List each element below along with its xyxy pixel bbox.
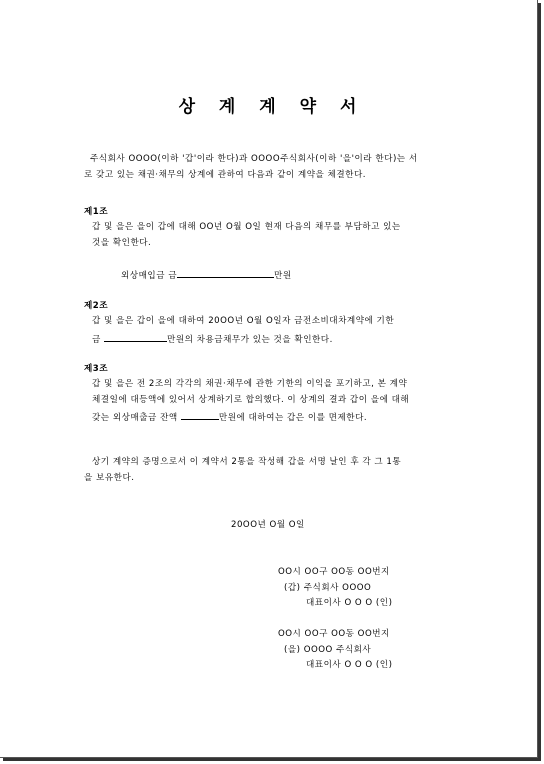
amount-label: 외상매입금 금 xyxy=(121,271,178,281)
party-a-address: OO시 OO구 OO동 OO번지 xyxy=(278,567,390,577)
party-b-representative: 대표이사 O O O (인) xyxy=(306,660,393,670)
article-2-line-2 xyxy=(92,332,333,346)
amount-blank xyxy=(177,268,274,278)
article-2-line-1: 갑 및 을은 갑이 을에 대하여 20OO년 O월 O일자 금전소비대차계약에 기한 xyxy=(92,316,395,326)
intro-line-2: 로 갖고 있는 채권·채무의 상계에 관하여 다음과 같이 계약을 체결한다. xyxy=(84,170,366,180)
article-3-line-1: 갑 및 을은 전 2조의 각각의 채권·채무에 관한 기한의 이익을 포기하고, 본 계약 xyxy=(92,379,408,389)
article-3-prefix: 갖는 외상매출금 잔액 xyxy=(92,413,178,423)
article-1-line-1: 갑 및 을은 을이 갑에 대해 OO년 O월 O일 현재 다음의 채무를 부담하고 있는 xyxy=(92,222,401,232)
intro-line-1: 주식회사 OOOO(이하 '갑'이라 한다)과 OOOO주식회사(이하 '을'이라 한다)는 서 xyxy=(90,154,418,164)
party-a-name: (갑) 주식회사 OOOO xyxy=(284,583,372,593)
closing-line-2: 을 보유한다. xyxy=(84,473,135,483)
article-3-heading: 제3조 xyxy=(84,364,109,374)
article-2-suffix: 만원의 차용금채무가 있는 것을 확인한다. xyxy=(167,335,333,345)
receivable-blank xyxy=(181,410,219,420)
article-1-line-2: 것을 확인한다. xyxy=(92,238,152,248)
closing-line-1: 상기 계약의 증명으로서 이 계약서 2통을 작성해 갑을 서명 날인 후 각 그 1통 xyxy=(92,457,402,467)
article-2-heading: 제2조 xyxy=(84,301,109,311)
article-1-heading: 제1조 xyxy=(84,207,109,217)
amount-unit: 만원 xyxy=(274,271,292,281)
article-3-suffix: 만원에 대하여는 갑은 이를 면제한다. xyxy=(218,413,368,423)
party-b-address: OO시 OO구 OO동 OO번지 xyxy=(278,629,390,639)
article-3-line-3 xyxy=(92,410,367,424)
party-b-name: (을) OOOO 주식회사 xyxy=(284,645,372,655)
article-1-amount xyxy=(121,268,292,282)
party-a-representative: 대표이사 O O O (인) xyxy=(306,598,393,608)
article-2-prefix: 금 xyxy=(92,335,101,345)
contract-date: 20OO년 O월 O일 xyxy=(231,520,305,530)
loan-amount-blank xyxy=(104,332,167,342)
article-3-line-2: 체결일에 대등액에 있어서 상계하기로 합의했다. 이 상계의 결과 갑이 을에 대해 xyxy=(92,395,410,405)
document-title: 상 계 계 약 서 xyxy=(178,97,366,117)
